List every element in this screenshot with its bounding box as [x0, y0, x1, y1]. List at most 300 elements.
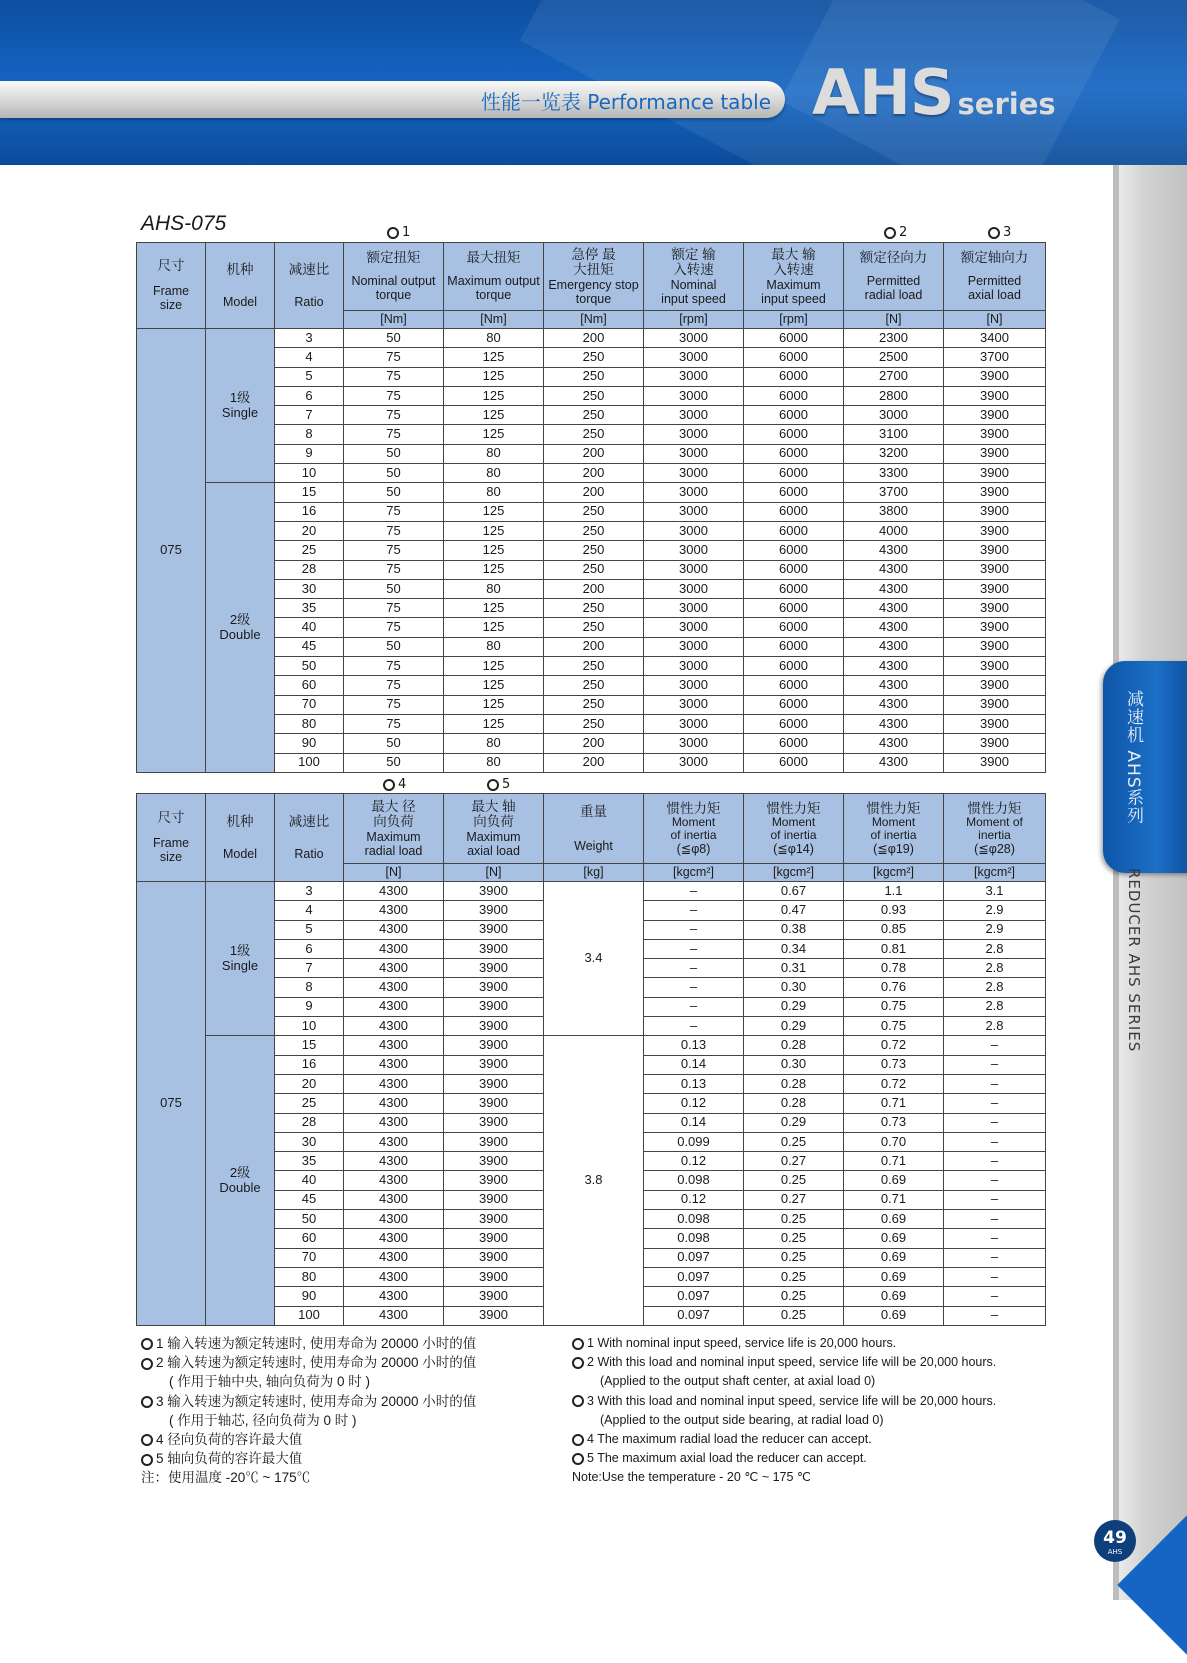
value-cell: 0.69 — [844, 1229, 944, 1248]
circle-bullet-icon — [884, 227, 896, 239]
value-cell: 3900 — [444, 1171, 544, 1190]
value-cell: 50 — [344, 483, 444, 502]
value-cell: 250 — [544, 425, 644, 444]
value-cell: 4300 — [344, 882, 444, 901]
value-cell: 0.097 — [644, 1267, 744, 1286]
header-inertia-28: 惯性力矩 Moment of inertia (≦φ28) — [944, 794, 1046, 864]
value-cell: 3900 — [444, 1306, 544, 1325]
header-weight: 重量 Weight — [544, 794, 644, 864]
value-cell: 4300 — [344, 1113, 444, 1132]
value-cell: 0.25 — [744, 1171, 844, 1190]
value-cell: 3800 — [844, 502, 944, 521]
value-cell: 4300 — [344, 1248, 444, 1267]
value-cell: 4300 — [344, 1229, 444, 1248]
value-cell: 3900 — [944, 734, 1046, 753]
footnote-text: The maximum axial load the reducer can accept. — [597, 1451, 867, 1466]
value-cell: – — [944, 1190, 1046, 1209]
value-cell: 80 — [444, 734, 544, 753]
value-cell: 3900 — [944, 676, 1046, 695]
unit-cell: [N] — [844, 311, 944, 329]
value-cell: – — [644, 997, 744, 1016]
note-marker-2: 2 — [884, 225, 907, 240]
value-cell: – — [944, 1306, 1046, 1325]
footnote-number: 1 — [587, 1336, 598, 1350]
value-cell: 6000 — [744, 502, 844, 521]
value-cell: – — [944, 1171, 1046, 1190]
value-cell: 3900 — [944, 541, 1046, 560]
circle-bullet-icon — [572, 1338, 584, 1350]
value-cell: 4300 — [344, 1017, 444, 1036]
value-cell: 3900 — [944, 618, 1046, 637]
note-marker-3: 3 — [988, 225, 1011, 240]
value-cell: 3900 — [444, 1017, 544, 1036]
value-cell: 4300 — [344, 1055, 444, 1074]
value-cell: 125 — [444, 541, 544, 560]
model-en: Double — [219, 1179, 261, 1195]
unit-cell: [kgcm²] — [644, 864, 744, 882]
side-band-divider — [1113, 165, 1119, 1600]
header-radial-load: 额定径向力 Permitted radial load — [844, 243, 944, 311]
value-cell: 4300 — [344, 1152, 444, 1171]
value-cell: – — [944, 1210, 1046, 1229]
unit-cell: [kg] — [544, 864, 644, 882]
value-cell: 3900 — [944, 714, 1046, 733]
header-frame-size: 尺寸 Frame size — [137, 243, 206, 329]
value-cell: 6000 — [744, 541, 844, 560]
value-cell: 3900 — [944, 599, 1046, 618]
value-cell: 2.9 — [944, 920, 1046, 939]
value-cell: 0.12 — [644, 1094, 744, 1113]
header-max-speed: 最大 输入转速 Maximum input speed — [744, 243, 844, 311]
footnote-text: The maximum radial load the reducer can accept. — [597, 1432, 872, 1447]
value-cell: 250 — [544, 599, 644, 618]
footnote-number: 5 — [156, 1451, 168, 1467]
value-cell: 2300 — [844, 329, 944, 348]
unit-cell: [N] — [344, 864, 444, 882]
side-series-label: REDUCER AHS SERIES — [1125, 868, 1143, 1053]
value-cell: 0.69 — [844, 1306, 944, 1325]
value-cell: 3700 — [844, 483, 944, 502]
value-cell: 0.097 — [644, 1306, 744, 1325]
value-cell: 3900 — [444, 1036, 544, 1055]
value-cell: 80 — [444, 329, 544, 348]
value-cell: 3900 — [944, 386, 1046, 405]
ratio-cell: 50 — [275, 657, 344, 676]
value-cell: 0.70 — [844, 1132, 944, 1151]
model-en: Single — [221, 404, 259, 420]
value-cell: 50 — [344, 579, 444, 598]
value-cell: 0.30 — [744, 1055, 844, 1074]
value-cell: 0.14 — [644, 1055, 744, 1074]
value-cell: – — [944, 1152, 1046, 1171]
page-number: 49 — [1103, 1528, 1127, 1548]
value-cell: 6000 — [744, 367, 844, 386]
value-cell: 3100 — [844, 425, 944, 444]
value-cell: 3900 — [944, 444, 1046, 463]
value-cell: 80 — [444, 637, 544, 656]
value-cell: 3000 — [644, 541, 744, 560]
value-cell: 2.8 — [944, 978, 1046, 997]
value-cell: 75 — [344, 521, 444, 540]
value-cell: 4300 — [844, 579, 944, 598]
value-cell: 3000 — [644, 579, 744, 598]
unit-cell: [Nm] — [344, 311, 444, 329]
value-cell: 3900 — [444, 920, 544, 939]
value-cell: 75 — [344, 406, 444, 425]
value-cell: 0.099 — [644, 1132, 744, 1151]
circle-bullet-icon — [572, 1357, 584, 1369]
value-cell: 3000 — [644, 657, 744, 676]
ratio-cell: 45 — [275, 637, 344, 656]
value-cell: – — [944, 1229, 1046, 1248]
footnote-text: ( 作用于轴中央, 轴向负荷为 0 时 ) — [169, 1374, 371, 1390]
value-cell: 80 — [444, 464, 544, 483]
value-cell: 0.25 — [744, 1229, 844, 1248]
value-cell: 200 — [544, 329, 644, 348]
value-cell: 4300 — [844, 676, 944, 695]
footnote-line — [572, 1411, 996, 1430]
ratio-cell: 35 — [275, 1152, 344, 1171]
value-cell: 125 — [444, 348, 544, 367]
value-cell: 50 — [344, 329, 444, 348]
value-cell: 0.69 — [844, 1267, 944, 1286]
value-cell: 75 — [344, 618, 444, 637]
value-cell: 3000 — [644, 695, 744, 714]
value-cell: 3000 — [644, 753, 744, 772]
value-cell: 75 — [344, 599, 444, 618]
value-cell: 3000 — [644, 599, 744, 618]
circle-bullet-icon — [487, 779, 499, 791]
value-cell: 0.25 — [744, 1132, 844, 1151]
value-cell: 6000 — [744, 676, 844, 695]
table-row — [137, 483, 1046, 502]
value-cell: 3900 — [444, 939, 544, 958]
ratio-cell: 5 — [275, 920, 344, 939]
header-inertia-14: 惯性力矩 Moment of inertia (≦φ14) — [744, 794, 844, 864]
value-cell: 3900 — [444, 1113, 544, 1132]
value-cell: 0.81 — [844, 939, 944, 958]
circle-bullet-icon — [141, 1358, 153, 1370]
value-cell: 0.13 — [644, 1036, 744, 1055]
unit-cell: [rpm] — [644, 311, 744, 329]
header-frame-size: 尺寸 Frame size — [137, 794, 206, 882]
circle-bullet-icon — [572, 1395, 584, 1407]
value-cell: 3900 — [444, 1267, 544, 1286]
footnotes-chinese — [141, 1334, 476, 1488]
table-1-body — [137, 329, 1046, 773]
value-cell: 75 — [344, 386, 444, 405]
value-cell: 0.93 — [844, 901, 944, 920]
footnote-text: With this load and nominal input speed, service life will be 20,000 hours. — [597, 1355, 997, 1370]
value-cell: – — [644, 959, 744, 978]
ratio-cell: 5 — [275, 367, 344, 386]
value-cell: 200 — [544, 464, 644, 483]
footnote-line — [572, 1372, 996, 1391]
value-cell: 0.29 — [744, 997, 844, 1016]
value-cell: 250 — [544, 502, 644, 521]
ratio-cell: 80 — [275, 714, 344, 733]
value-cell: 6000 — [744, 579, 844, 598]
value-cell: 75 — [344, 560, 444, 579]
ratio-cell: 90 — [275, 1287, 344, 1306]
value-cell: 6000 — [744, 753, 844, 772]
value-cell: 250 — [544, 714, 644, 733]
value-cell: 125 — [444, 425, 544, 444]
value-cell: 4300 — [844, 695, 944, 714]
value-cell: 125 — [444, 676, 544, 695]
value-cell: 0.85 — [844, 920, 944, 939]
ratio-cell: 30 — [275, 579, 344, 598]
value-cell: – — [944, 1094, 1046, 1113]
value-cell: 3900 — [944, 753, 1046, 772]
value-cell: 4300 — [344, 1171, 444, 1190]
value-cell: 125 — [444, 560, 544, 579]
footnote-text: 输入转速为额定转速时, 使用寿命为 20000 小时的值 — [167, 1355, 477, 1371]
value-cell: 50 — [344, 637, 444, 656]
unit-cell: [rpm] — [744, 311, 844, 329]
value-cell: – — [944, 1036, 1046, 1055]
value-cell: 0.31 — [744, 959, 844, 978]
value-cell: 3000 — [644, 676, 744, 695]
value-cell: 3900 — [444, 901, 544, 920]
ratio-cell: 9 — [275, 997, 344, 1016]
value-cell: 3000 — [644, 637, 744, 656]
footnote-number: 5 — [587, 1451, 598, 1466]
value-cell: 4300 — [344, 997, 444, 1016]
value-cell: 75 — [344, 541, 444, 560]
footnote-text: Note:Use the temperature - 20 ℃ ~ 175 ℃ — [572, 1470, 811, 1485]
header-max-axial-load: 最大 轴向负荷 Maximum axial load — [444, 794, 544, 864]
value-cell: 0.73 — [844, 1113, 944, 1132]
value-cell: 1.1 — [844, 882, 944, 901]
value-cell: 0.72 — [844, 1074, 944, 1093]
value-cell: 6000 — [744, 406, 844, 425]
value-cell: 3700 — [944, 348, 1046, 367]
value-cell: – — [944, 1267, 1046, 1286]
value-cell: 0.29 — [744, 1113, 844, 1132]
value-cell: 3900 — [444, 1190, 544, 1209]
footnote-line — [141, 1430, 476, 1449]
ratio-cell: 70 — [275, 1248, 344, 1267]
value-cell: 75 — [344, 425, 444, 444]
value-cell: 50 — [344, 734, 444, 753]
value-cell: 3900 — [944, 657, 1046, 676]
value-cell: 250 — [544, 406, 644, 425]
value-cell: 3900 — [444, 1055, 544, 1074]
value-cell: – — [644, 939, 744, 958]
ratio-cell: 35 — [275, 599, 344, 618]
value-cell: 3900 — [944, 502, 1046, 521]
value-cell: 75 — [344, 695, 444, 714]
circle-bullet-icon — [383, 779, 395, 791]
footnote-number: 4 — [156, 1432, 168, 1448]
weight-cell: 3.8 — [544, 1036, 644, 1325]
value-cell: 125 — [444, 367, 544, 386]
value-cell: 4300 — [344, 920, 444, 939]
value-cell: 50 — [344, 464, 444, 483]
ratio-cell: 6 — [275, 939, 344, 958]
value-cell: 2500 — [844, 348, 944, 367]
footnote-text: With this load and nominal input speed, service life will be 20,000 hours. — [597, 1393, 997, 1408]
value-cell: 4300 — [844, 753, 944, 772]
value-cell: 3900 — [444, 997, 544, 1016]
value-cell: 3900 — [444, 1132, 544, 1151]
circle-bullet-icon — [141, 1434, 153, 1446]
value-cell: 3400 — [944, 329, 1046, 348]
value-cell: 3900 — [444, 1229, 544, 1248]
header-ratio: 减速比 Ratio — [275, 243, 344, 329]
ratio-cell: 16 — [275, 1055, 344, 1074]
model-cn: 2级 — [229, 1164, 251, 1180]
value-cell: 6000 — [744, 521, 844, 540]
model-cell — [206, 1036, 275, 1325]
value-cell: 3000 — [644, 444, 744, 463]
ratio-cell: 20 — [275, 1074, 344, 1093]
ratio-cell: 90 — [275, 734, 344, 753]
value-cell: 3200 — [844, 444, 944, 463]
unit-cell: [N] — [444, 864, 544, 882]
value-cell: 3900 — [944, 406, 1046, 425]
value-cell: 4300 — [344, 1306, 444, 1325]
value-cell: 3900 — [444, 1152, 544, 1171]
value-cell: 4300 — [344, 939, 444, 958]
footnote-line — [141, 1334, 476, 1353]
value-cell: 4300 — [344, 1094, 444, 1113]
ratio-cell: 4 — [275, 348, 344, 367]
value-cell: 4300 — [844, 618, 944, 637]
value-cell: 0.38 — [744, 920, 844, 939]
value-cell: 0.67 — [744, 882, 844, 901]
performance-table-2 — [136, 793, 1046, 1326]
value-cell: 3000 — [644, 406, 744, 425]
value-cell: 6000 — [744, 599, 844, 618]
value-cell: 0.72 — [844, 1036, 944, 1055]
value-cell: 3000 — [644, 521, 744, 540]
value-cell: 4300 — [844, 599, 944, 618]
ratio-cell: 70 — [275, 695, 344, 714]
value-cell: 4300 — [344, 978, 444, 997]
model-en: Double — [219, 626, 261, 642]
value-cell: – — [644, 920, 744, 939]
footnote-line — [572, 1449, 996, 1468]
value-cell: 4300 — [344, 1190, 444, 1209]
value-cell: 6000 — [744, 386, 844, 405]
unit-cell: [kgcm²] — [944, 864, 1046, 882]
value-cell: 80 — [444, 579, 544, 598]
table-row — [137, 329, 1046, 348]
value-cell: 0.73 — [844, 1055, 944, 1074]
value-cell: 3900 — [444, 1094, 544, 1113]
value-cell: 3000 — [644, 483, 744, 502]
value-cell: 4300 — [844, 657, 944, 676]
value-cell: 3000 — [844, 406, 944, 425]
footnote-line — [141, 1468, 476, 1487]
value-cell: 3000 — [644, 560, 744, 579]
ratio-cell: 80 — [275, 1267, 344, 1286]
value-cell: 80 — [444, 753, 544, 772]
value-cell: 4300 — [344, 959, 444, 978]
value-cell: 4300 — [344, 1132, 444, 1151]
footnote-text: 输入转速为额定转速时, 使用寿命为 20000 小时的值 — [167, 1336, 477, 1351]
value-cell: 0.75 — [844, 997, 944, 1016]
value-cell: 125 — [444, 618, 544, 637]
footnote-number: 3 — [587, 1393, 598, 1408]
weight-cell: 3.4 — [544, 882, 644, 1036]
value-cell: 250 — [544, 560, 644, 579]
value-cell: 0.25 — [744, 1267, 844, 1286]
value-cell: 4000 — [844, 521, 944, 540]
value-cell: 3000 — [644, 464, 744, 483]
footnote-line — [141, 1353, 476, 1372]
value-cell: 3900 — [944, 425, 1046, 444]
ratio-cell: 28 — [275, 560, 344, 579]
value-cell: 0.78 — [844, 959, 944, 978]
value-cell: 3900 — [944, 464, 1046, 483]
table-row — [137, 882, 1046, 901]
value-cell: 2.8 — [944, 939, 1046, 958]
footnote-line — [572, 1468, 996, 1487]
value-cell: – — [944, 1113, 1046, 1132]
value-cell: 6000 — [744, 695, 844, 714]
header-model: 机种 Model — [206, 794, 275, 882]
value-cell: 0.71 — [844, 1094, 944, 1113]
model-cell — [206, 483, 275, 772]
unit-cell: [N] — [944, 311, 1046, 329]
value-cell: 0.25 — [744, 1248, 844, 1267]
header-inertia-19: 惯性力矩 Moment of inertia (≦φ19) — [844, 794, 944, 864]
value-cell: 250 — [544, 348, 644, 367]
footnote-text: 径向负荷的容许最大值 — [167, 1432, 303, 1448]
value-cell: 250 — [544, 618, 644, 637]
value-cell: 0.25 — [744, 1287, 844, 1306]
header-nominal-torque: 额定扭矩 Nominal output torque — [344, 243, 444, 311]
value-cell: 3900 — [444, 978, 544, 997]
footnote-text: 轴向负荷的容许最大值 — [167, 1451, 303, 1467]
unit-cell: [kgcm²] — [744, 864, 844, 882]
footnote-line — [141, 1372, 476, 1391]
value-cell: 50 — [344, 753, 444, 772]
ratio-cell: 10 — [275, 464, 344, 483]
value-cell: 200 — [544, 753, 644, 772]
value-cell: 4300 — [844, 734, 944, 753]
value-cell: 250 — [544, 367, 644, 386]
value-cell: 0.097 — [644, 1287, 744, 1306]
value-cell: 3000 — [644, 425, 744, 444]
value-cell: 6000 — [744, 425, 844, 444]
circle-bullet-icon — [572, 1434, 584, 1446]
series-logo-sub: series — [957, 87, 1056, 121]
value-cell: 3900 — [944, 483, 1046, 502]
value-cell: 3900 — [444, 1074, 544, 1093]
value-cell: 6000 — [744, 560, 844, 579]
value-cell: 4300 — [344, 1036, 444, 1055]
circle-bullet-icon — [141, 1396, 153, 1408]
ratio-cell: 4 — [275, 901, 344, 920]
value-cell: 50 — [344, 444, 444, 463]
value-cell: 0.76 — [844, 978, 944, 997]
ratio-cell: 8 — [275, 978, 344, 997]
value-cell: 75 — [344, 676, 444, 695]
circle-bullet-icon — [141, 1454, 153, 1466]
table-2-body — [137, 882, 1046, 1326]
value-cell: 6000 — [744, 734, 844, 753]
value-cell: 3000 — [644, 329, 744, 348]
value-cell: – — [944, 1248, 1046, 1267]
header-emergency-torque: 急停 最大扭矩 Emergency stop torque — [544, 243, 644, 311]
value-cell: 6000 — [744, 483, 844, 502]
value-cell: 6000 — [744, 637, 844, 656]
value-cell: 250 — [544, 541, 644, 560]
